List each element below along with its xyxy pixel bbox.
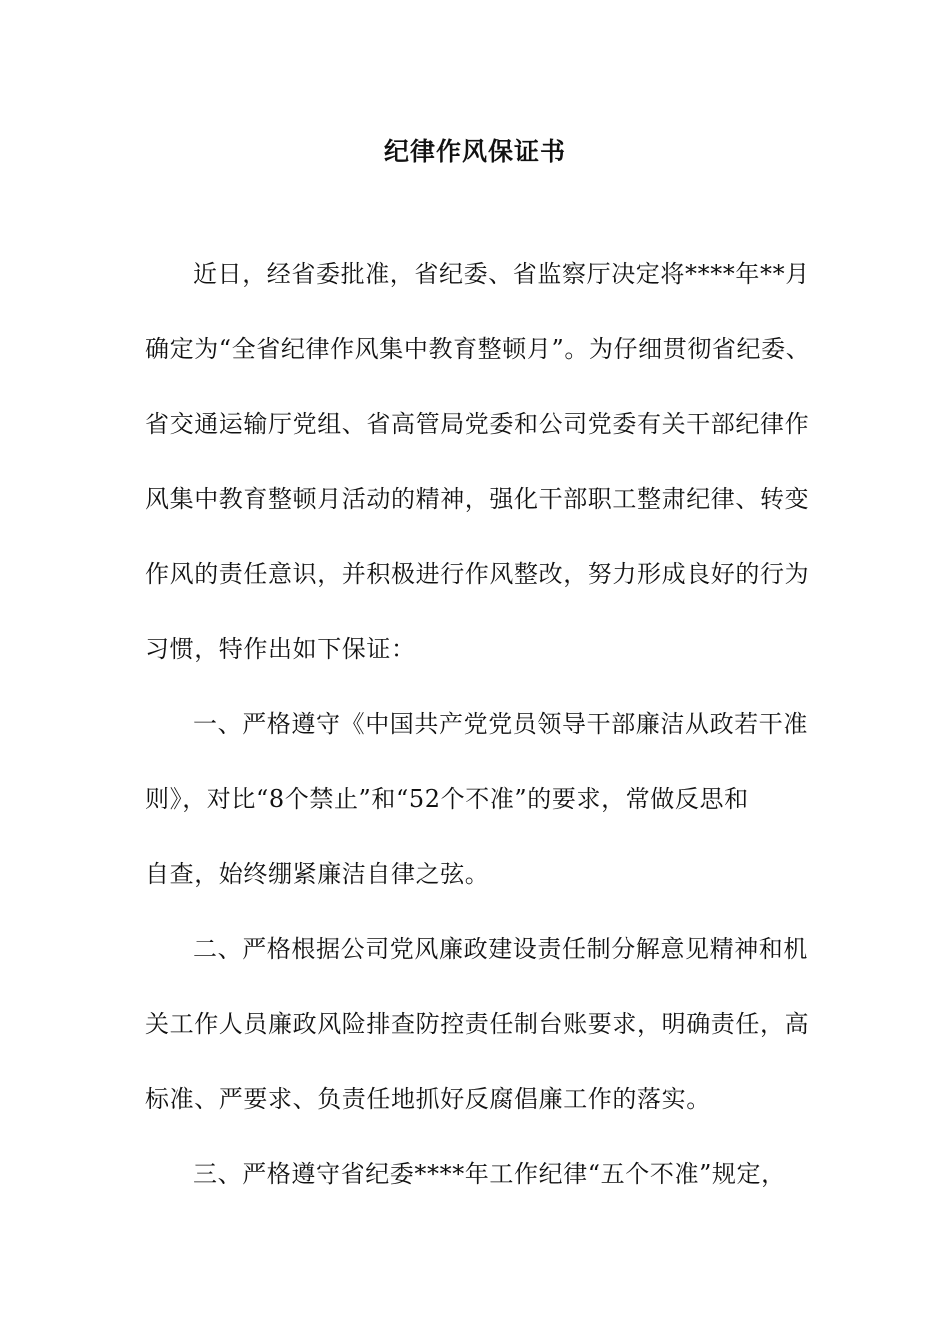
paragraph-4-line-1: 三、严格遵守省纪委****年工作纪律“五个不准”规定， [193, 1160, 786, 1188]
paragraph-2-line-3: 自查，始终绷紧廉洁自律之弦。 [145, 860, 490, 888]
paragraph-3-line-2: 关工作人员廉政风险排查防控责任制台账要求，明确责任，高 [145, 1010, 810, 1038]
paragraph-2-line-1: 一、严格遵守《中国共产党党员领导干部廉洁从政若干准 [193, 710, 808, 738]
paragraph-1-line-5: 作风的责任意识，并积极进行作风整改，努力形成良好的行为 [145, 560, 810, 588]
paragraph-1-line-3: 省交通运输厅党组、省高管局党委和公司党委有关干部纪律作 [145, 410, 810, 438]
paragraph-2-line-2: 则》，对比“8个禁止”和“52个不准”的要求，常做反思和 [145, 785, 749, 813]
paragraph-3-line-1: 二、严格根据公司党风廉政建设责任制分解意见精神和机 [193, 935, 808, 963]
paragraph-1-line-4: 风集中教育整顿月活动的精神，强化干部职工整肃纪律、转变 [145, 485, 810, 513]
paragraph-1-line-6: 习惯，特作出如下保证： [145, 635, 416, 663]
paragraph-1-line-1: 近日，经省委批准，省纪委、省监察厅决定将****年**月 [193, 260, 810, 288]
paragraph-3-line-3: 标准、严要求、负责任地抓好反腐倡廉工作的落实。 [145, 1085, 711, 1113]
paragraph-1-line-2: 确定为“全省纪律作风集中教育整顿月”。为仔细贯彻省纪委、 [145, 335, 811, 363]
document-title: 纪律作风保证书 [383, 137, 566, 166]
document-body [145, 256, 815, 1231]
